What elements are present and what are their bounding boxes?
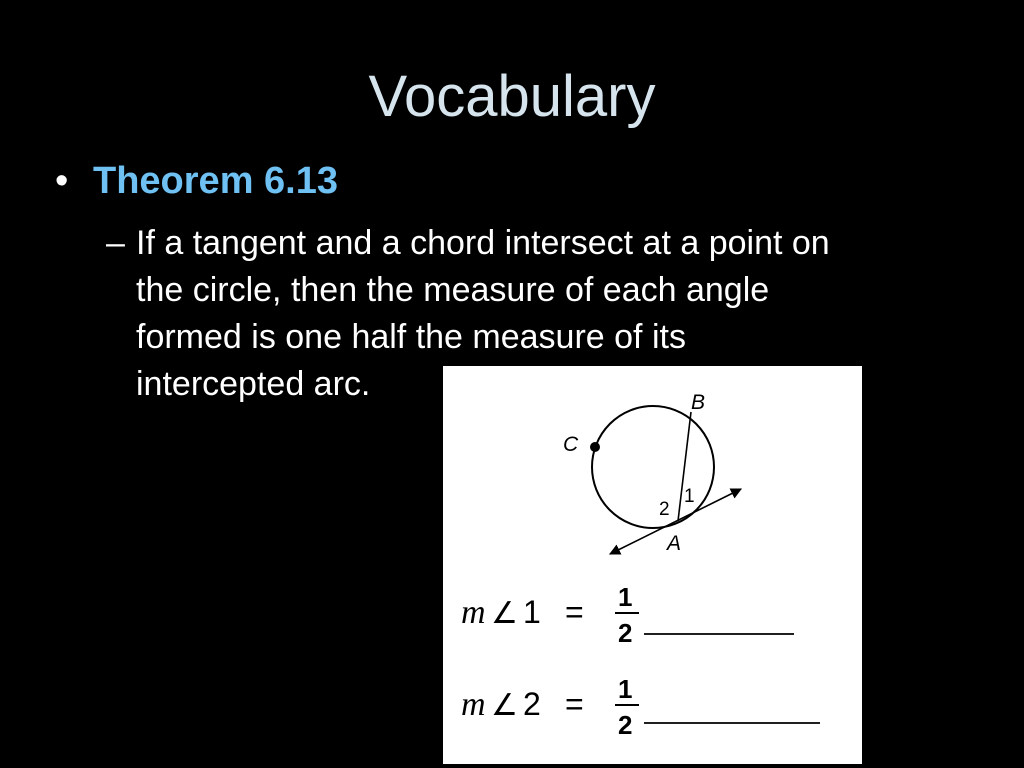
theorem-heading: Theorem 6.13 [93,160,338,202]
theorem-line-4: intercepted arc. [136,365,371,403]
theorem-line-3: formed is one half the measure of its [136,318,686,356]
eq2-numerator: 1 [618,674,633,704]
eq2-angle-symbol: ∠ [491,689,518,722]
eq1-m: m [461,594,486,631]
label-angle-2: 2 [659,499,670,520]
label-a: A [667,532,682,555]
point-c [590,442,600,452]
eq2-m: m [461,686,486,723]
figure-svg [443,366,862,764]
eq1-equals: = [565,594,584,630]
eq2-angle-number: 2 [523,686,541,722]
label-b: B [691,391,706,414]
eq2-denominator: 2 [618,710,633,740]
equation-angle-1 [461,582,794,648]
eq2-equals: = [565,686,584,722]
bullet-theorem [55,156,338,206]
label-c: C [563,433,579,456]
theorem-line-1: If a tangent and a chord intersect at a point on [136,224,830,262]
eq1-angle-symbol: ∠ [491,597,518,630]
eq1-denominator: 2 [618,618,633,648]
circle [592,406,714,528]
label-angle-1: 1 [684,486,695,507]
sub-bullet-marker: – [106,224,125,262]
eq1-angle-number: 1 [523,594,541,630]
theorem-figure [443,366,862,764]
theorem-line-2: the circle, then the measure of each angle [136,271,770,309]
slide-title: Vocabulary [368,64,656,129]
eq1-numerator: 1 [618,582,633,612]
bullet-marker: • [55,160,69,202]
equation-angle-2 [461,674,820,740]
